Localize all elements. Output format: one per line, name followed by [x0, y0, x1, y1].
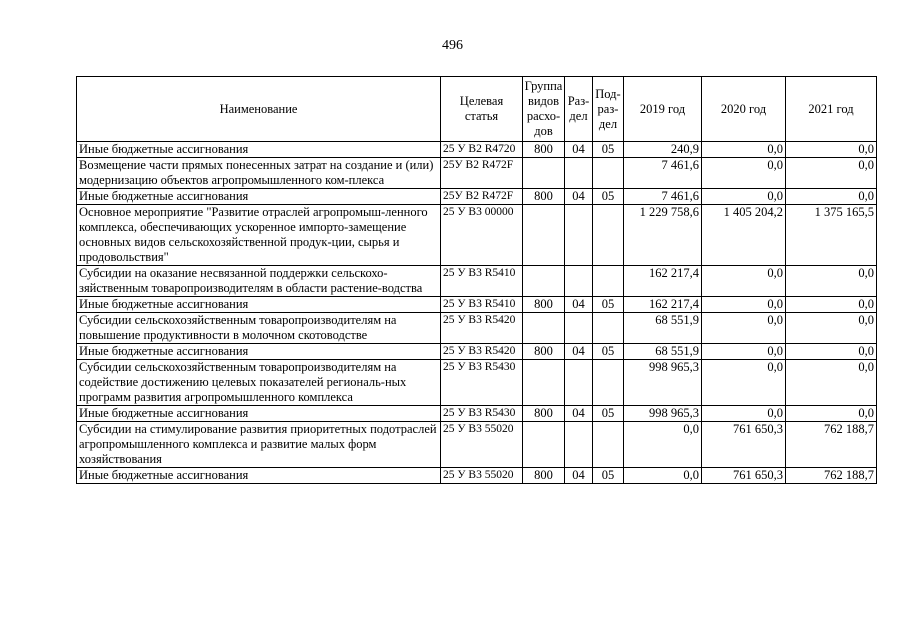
col-header-group: Группа видов расхо-дов	[523, 77, 565, 142]
cell-y2021: 0,0	[786, 158, 877, 189]
table-row	[77, 344, 877, 360]
cell-y2019: 68 551,9	[624, 313, 702, 344]
cell-y2020: 761 650,3	[702, 422, 786, 468]
cell-y2020: 0,0	[702, 189, 786, 205]
cell-y2019: 162 217,4	[624, 266, 702, 297]
cell-y2019: 7 461,6	[624, 158, 702, 189]
table-row	[77, 468, 877, 484]
cell-group	[523, 313, 565, 344]
cell-name: Основное мероприятие "Развитие отраслей агропромыш-ленного комплекса, обеспечивающих ускоренное импорто-замещение основных видов сельскохозяйственной продук-ции, сырья и продовольствия"	[77, 205, 441, 266]
col-header-section: Раз-дел	[565, 77, 593, 142]
cell-y2019: 998 965,3	[624, 360, 702, 406]
cell-code: 25 У В3 R5430	[441, 360, 523, 406]
cell-subsection: 05	[593, 297, 624, 313]
cell-section	[565, 422, 593, 468]
cell-y2021: 0,0	[786, 360, 877, 406]
cell-group: 800	[523, 344, 565, 360]
cell-section: 04	[565, 142, 593, 158]
cell-y2020: 0,0	[702, 313, 786, 344]
cell-y2020: 0,0	[702, 360, 786, 406]
table-row	[77, 142, 877, 158]
table-row	[77, 189, 877, 205]
cell-group: 800	[523, 468, 565, 484]
cell-y2020: 1 405 204,2	[702, 205, 786, 266]
cell-y2019: 68 551,9	[624, 344, 702, 360]
page-number: 496	[442, 38, 463, 53]
budget-table	[76, 76, 877, 484]
table-row	[77, 406, 877, 422]
cell-name: Иные бюджетные ассигнования	[77, 142, 441, 158]
cell-section	[565, 158, 593, 189]
cell-subsection: 05	[593, 189, 624, 205]
cell-subsection	[593, 360, 624, 406]
cell-code: 25У В2 R472F	[441, 158, 523, 189]
cell-y2020: 0,0	[702, 142, 786, 158]
cell-y2020: 761 650,3	[702, 468, 786, 484]
cell-section: 04	[565, 189, 593, 205]
col-header-subsection: Под-раз-дел	[593, 77, 624, 142]
cell-group	[523, 360, 565, 406]
cell-section	[565, 205, 593, 266]
cell-y2021: 0,0	[786, 142, 877, 158]
cell-section: 04	[565, 344, 593, 360]
cell-group: 800	[523, 189, 565, 205]
cell-subsection	[593, 422, 624, 468]
cell-y2021: 0,0	[786, 266, 877, 297]
cell-y2019: 1 229 758,6	[624, 205, 702, 266]
cell-name: Субсидии сельскохозяйственным товаропроизводителям на содействие достижению целевых показателей региональ-ных программ развития агропромышленного комплекса	[77, 360, 441, 406]
cell-name: Иные бюджетные ассигнования	[77, 189, 441, 205]
cell-code: 25 У В3 00000	[441, 205, 523, 266]
cell-y2020: 0,0	[702, 344, 786, 360]
cell-section	[565, 360, 593, 406]
cell-subsection: 05	[593, 142, 624, 158]
cell-code: 25 У В3 R5430	[441, 406, 523, 422]
cell-name: Иные бюджетные ассигнования	[77, 406, 441, 422]
cell-name: Возмещение части прямых понесенных затрат на создание и (или) модернизацию объектов агропромышленного ком-плекса	[77, 158, 441, 189]
cell-subsection	[593, 158, 624, 189]
cell-name: Субсидии сельскохозяйственным товаропроизводителям на повышение продуктивности в молочном скотоводстве	[77, 313, 441, 344]
cell-group	[523, 266, 565, 297]
cell-y2019: 162 217,4	[624, 297, 702, 313]
cell-code: 25 У В3 R5420	[441, 313, 523, 344]
table-row	[77, 313, 877, 344]
cell-y2019: 0,0	[624, 468, 702, 484]
col-header-name: Наименование	[77, 77, 441, 142]
cell-y2021: 0,0	[786, 406, 877, 422]
cell-group: 800	[523, 297, 565, 313]
cell-section: 04	[565, 468, 593, 484]
cell-y2021: 0,0	[786, 297, 877, 313]
cell-code: 25У В2 R472F	[441, 189, 523, 205]
col-header-target: Целевая статья	[441, 77, 523, 142]
table-row	[77, 422, 877, 468]
cell-name: Иные бюджетные ассигнования	[77, 468, 441, 484]
cell-code: 25 У В2 R4720	[441, 142, 523, 158]
cell-section: 04	[565, 406, 593, 422]
cell-y2020: 0,0	[702, 158, 786, 189]
cell-y2019: 0,0	[624, 422, 702, 468]
table-row	[77, 297, 877, 313]
cell-code: 25 У В3 55020	[441, 468, 523, 484]
table-row	[77, 360, 877, 406]
cell-name: Субсидии на оказание несвязанной поддержки сельскохо-зяйственным товаропроизводителям в области растение-водства	[77, 266, 441, 297]
cell-y2020: 0,0	[702, 406, 786, 422]
cell-y2019: 240,9	[624, 142, 702, 158]
cell-group	[523, 158, 565, 189]
cell-name: Субсидии на стимулирование развития приоритетных подотраслей агропромышленного комплекса и развитие малых форм хозяйствования	[77, 422, 441, 468]
cell-name: Иные бюджетные ассигнования	[77, 344, 441, 360]
cell-group: 800	[523, 142, 565, 158]
cell-group: 800	[523, 406, 565, 422]
cell-section: 04	[565, 297, 593, 313]
table-row	[77, 266, 877, 297]
cell-code: 25 У В3 R5410	[441, 297, 523, 313]
col-header-2020: 2020 год	[702, 77, 786, 142]
cell-y2021: 762 188,7	[786, 468, 877, 484]
cell-section	[565, 313, 593, 344]
cell-group	[523, 422, 565, 468]
cell-code: 25 У В3 R5420	[441, 344, 523, 360]
cell-y2021: 1 375 165,5	[786, 205, 877, 266]
col-header-2021: 2021 год	[786, 77, 877, 142]
cell-y2021: 0,0	[786, 189, 877, 205]
cell-y2020: 0,0	[702, 297, 786, 313]
table-row	[77, 205, 877, 266]
cell-y2021: 0,0	[786, 313, 877, 344]
cell-subsection: 05	[593, 344, 624, 360]
cell-y2020: 0,0	[702, 266, 786, 297]
cell-name: Иные бюджетные ассигнования	[77, 297, 441, 313]
cell-subsection	[593, 266, 624, 297]
cell-subsection	[593, 205, 624, 266]
cell-group	[523, 205, 565, 266]
cell-subsection: 05	[593, 468, 624, 484]
table-row	[77, 158, 877, 189]
cell-y2019: 7 461,6	[624, 189, 702, 205]
cell-y2021: 0,0	[786, 344, 877, 360]
cell-y2019: 998 965,3	[624, 406, 702, 422]
cell-section	[565, 266, 593, 297]
cell-code: 25 У В3 R5410	[441, 266, 523, 297]
cell-code: 25 У В3 55020	[441, 422, 523, 468]
cell-y2021: 762 188,7	[786, 422, 877, 468]
cell-subsection	[593, 313, 624, 344]
cell-subsection: 05	[593, 406, 624, 422]
header-row	[77, 77, 877, 142]
col-header-2019: 2019 год	[624, 77, 702, 142]
